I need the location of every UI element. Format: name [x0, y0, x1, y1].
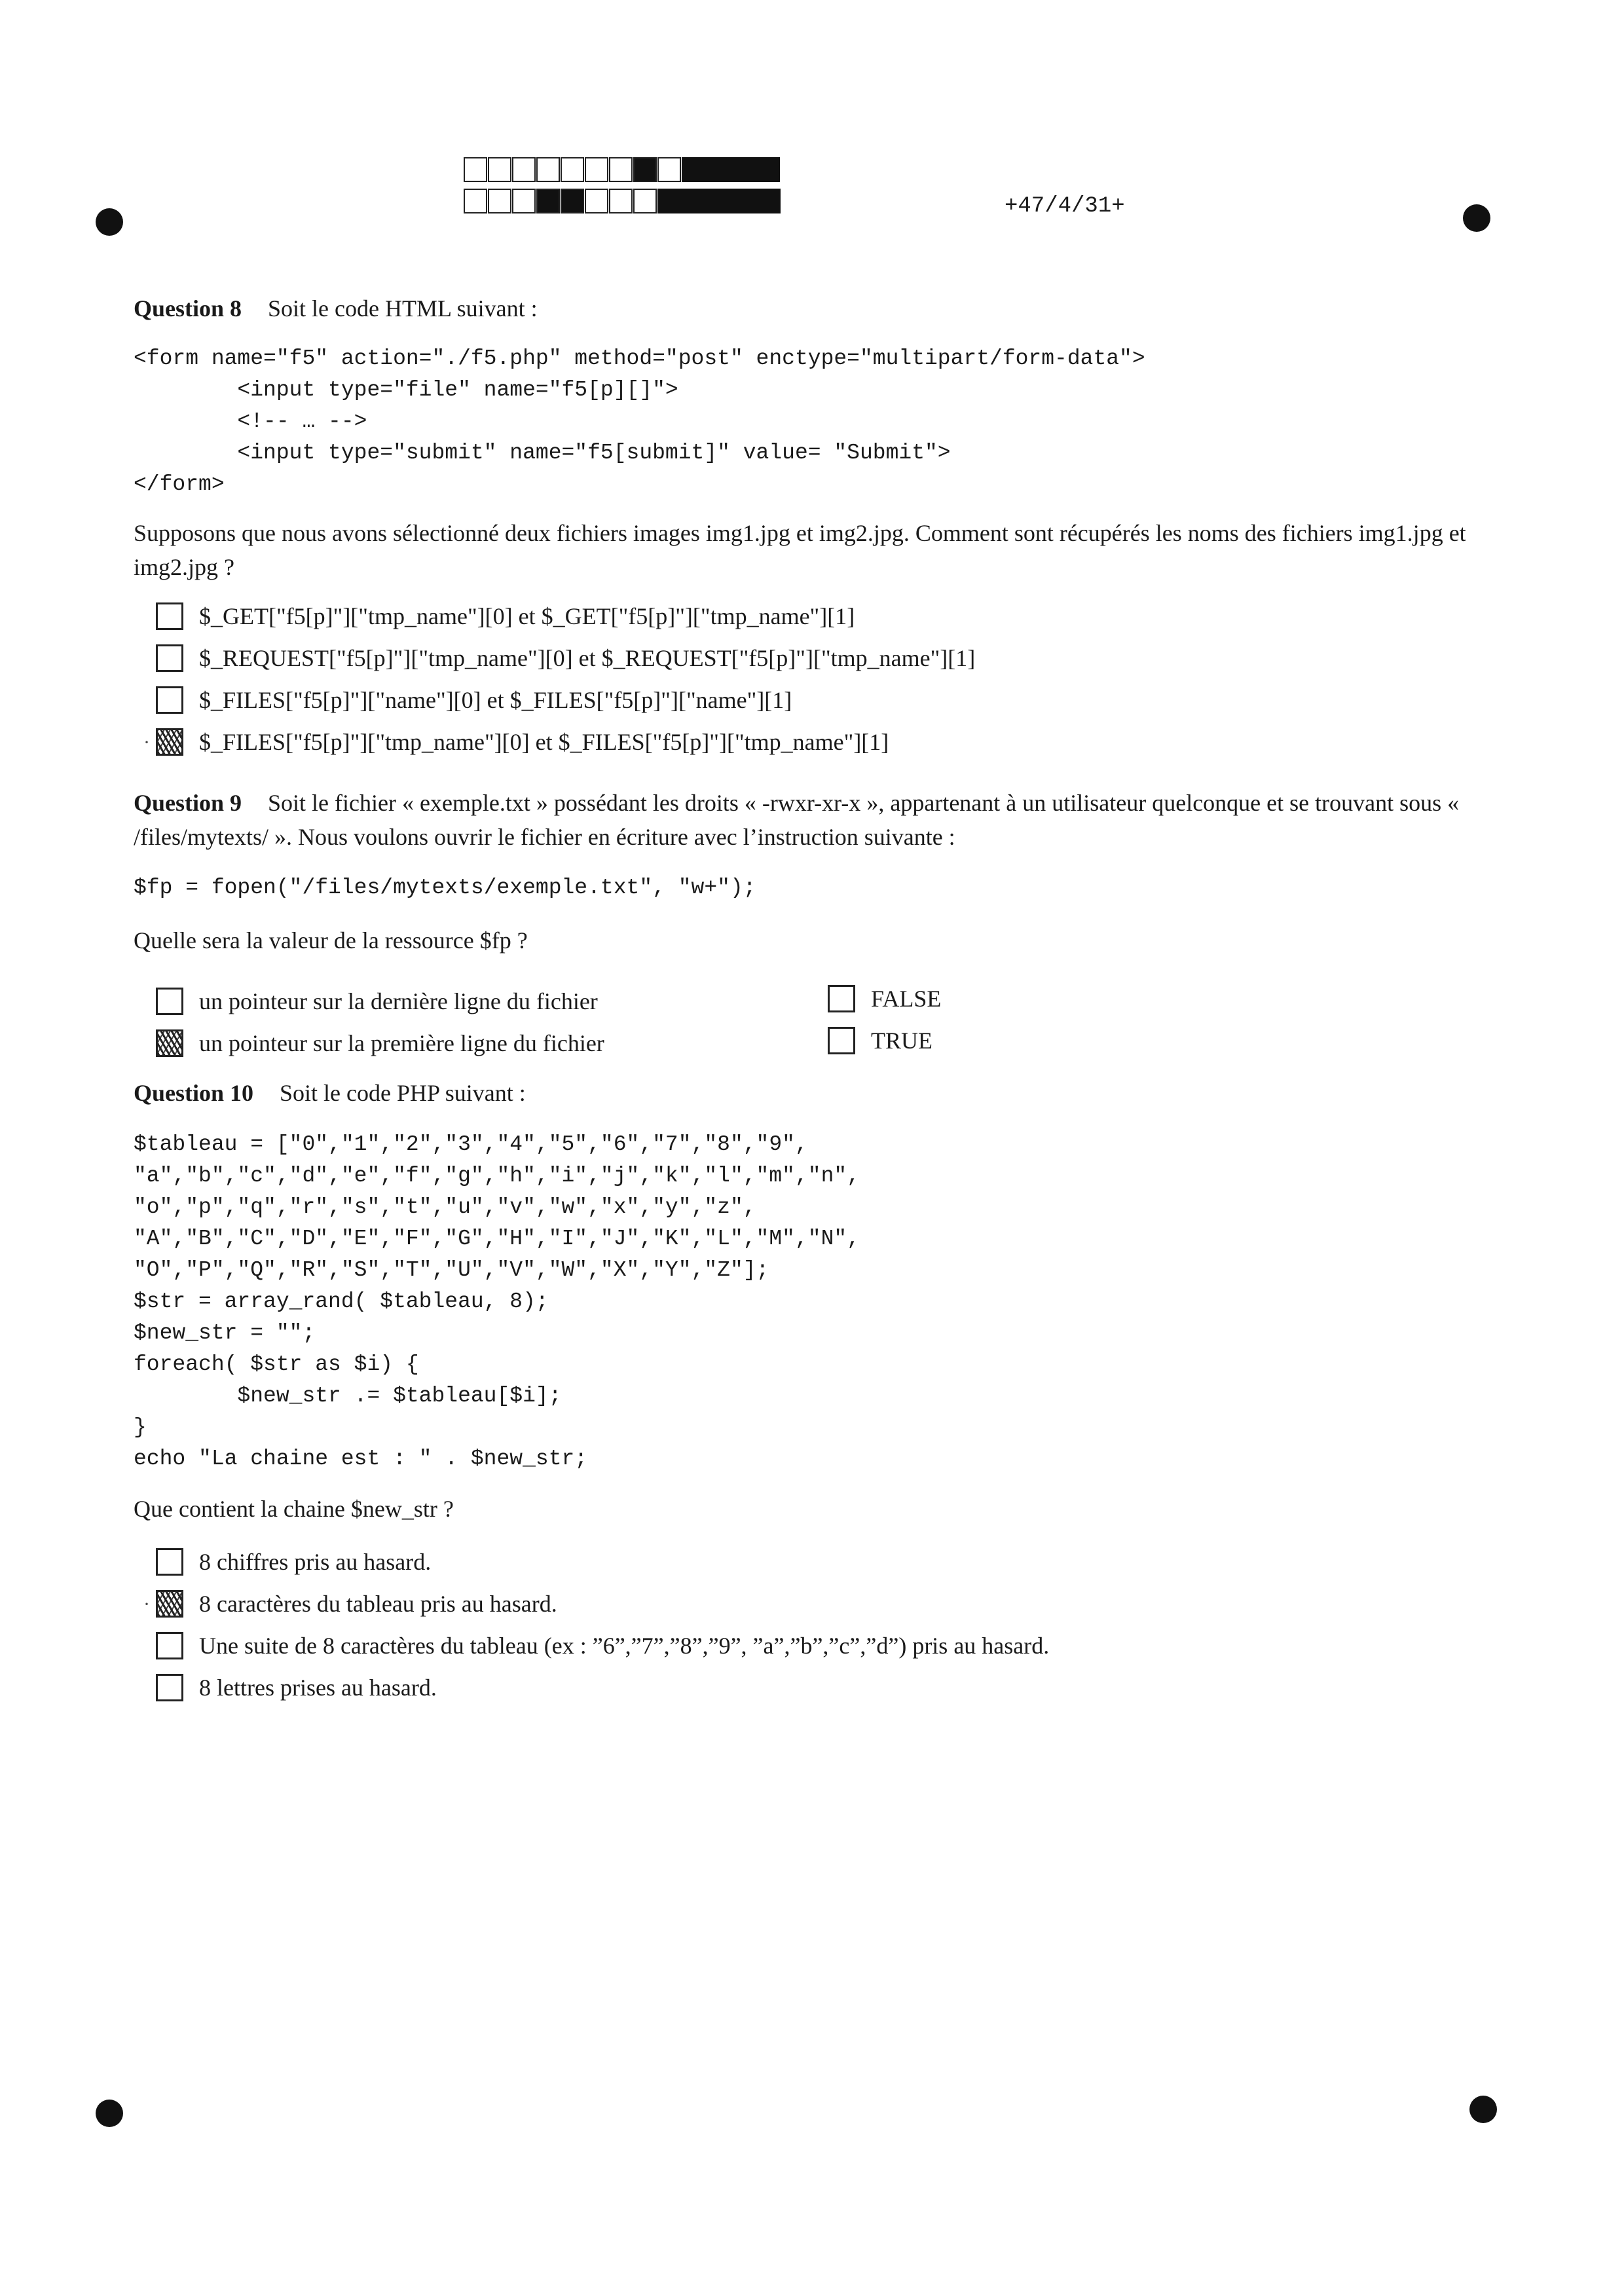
checkbox-checked[interactable] [143, 728, 183, 756]
pen-mark-icon: · [143, 1593, 150, 1615]
option-label: Une suite de 8 caractères du tableau (ex : ”6”,”7”,”8”,”9”, ”a”,”b”,”c”,”d”) pris au hasard. [199, 1633, 1050, 1659]
checkbox[interactable] [156, 1632, 183, 1659]
option-label: $_FILES["f5[p]"]["tmp_name"][0] et $_FILES["f5[p]"]["tmp_name"][1] [199, 729, 889, 755]
checkbox[interactable] [828, 985, 855, 1012]
option-label: un pointeur sur la première ligne du fichier [199, 1030, 604, 1056]
question-9-option-4[interactable] [828, 1024, 932, 1057]
question-8-option-2[interactable] [156, 642, 975, 675]
question-10-option-4[interactable] [156, 1671, 437, 1704]
option-label: 8 chiffres pris au hasard. [199, 1549, 432, 1575]
question-10-text: Que contient la chaine $new_str ? [134, 1496, 454, 1522]
pen-mark-icon: · [143, 731, 150, 753]
registration-mark-bottom-left [96, 2100, 123, 2127]
question-10-label: Question 10 [134, 1080, 254, 1106]
question-9-option-1[interactable] [156, 985, 598, 1018]
checkbox[interactable] [156, 988, 183, 1015]
checkbox-checked[interactable] [143, 1590, 183, 1618]
question-8-intro: Soit le code HTML suivant : [268, 295, 538, 322]
page-identifier: +47/4/31+ [1005, 194, 1125, 219]
registration-mark-top-left [96, 208, 123, 236]
question-9-option-3[interactable] [828, 982, 941, 1015]
checkbox[interactable] [156, 1548, 183, 1576]
checkbox[interactable] [156, 644, 183, 672]
registration-mark-top-right [1463, 204, 1490, 232]
page-barcode [464, 157, 781, 220]
question-9-intro: Soit le fichier « exemple.txt » possédant les droits « -rwxr-xr-x », appartenant à un utilisateur quelconque et se trouvant sous « /files/mytexts/ ». Nous voulons ouvrir le fichier en écriture avec l’instruction suivante : [134, 790, 1460, 850]
checkbox[interactable] [156, 1674, 183, 1701]
question-10-heading [134, 1079, 526, 1107]
checkbox[interactable] [156, 602, 183, 630]
question-8-text: Supposons que nous avons sélectionné deux fichiers images img1.jpg et img2.jpg. Comment sont récupérés les noms des fichiers img1.jpg et img2.jpg ? [134, 520, 1466, 580]
question-9-option-2[interactable] [156, 1027, 604, 1060]
question-9-code: $fp = fopen("/files/mytexts/exemple.txt", "w+"); [134, 876, 756, 900]
question-8-option-4[interactable] [143, 726, 889, 758]
question-8-option-3[interactable] [156, 684, 792, 716]
question-9-heading [134, 786, 1502, 854]
question-10-option-3[interactable] [156, 1629, 1049, 1662]
question-8-label: Question 8 [134, 295, 242, 322]
question-8-code: <form name="f5" action="./f5.php" method="post" enctype="multipart/form-data"> <input type="file" name="f5[p][]"> <!-- … --> <input type="submit" name="f5[submit]" value= "Submit"> </form> [134, 346, 1145, 496]
question-9-text: Quelle sera la valeur de la ressource $fp ? [134, 927, 528, 954]
question-10-intro: Soit le code PHP suivant : [280, 1080, 526, 1106]
option-label: 8 lettres prises au hasard. [199, 1675, 437, 1701]
question-10-code: $tableau = ["0","1","2","3","4","5","6","7","8","9", "a","b","c","d","e","f","g","h","i","j","k","l","m","n", "o","p","q","r","s","t","u","v","w","x","y","z", "A","B","C","D","E","F","G","H","I","J","K","L","M","N", "O","P","Q","R","S","T","U","V","W","X","Y","Z"]; $str = array_rand( $tableau, 8); $new_str = ""; foreach( $str as $i) { $new_str .= $tableau[$i]; } echo "La chaine est : " . $new_str; [134, 1132, 860, 1471]
option-label: $_FILES["f5[p]"]["name"][0] et $_FILES["f5[p]"]["name"][1] [199, 687, 792, 713]
option-label: un pointeur sur la dernière ligne du fichier [199, 988, 598, 1014]
checkbox-checked[interactable] [156, 1029, 183, 1057]
question-8-option-1[interactable] [156, 600, 855, 633]
option-label: $_REQUEST["f5[p]"]["tmp_name"][0] et $_REQUEST["f5[p]"]["tmp_name"][1] [199, 645, 976, 671]
question-9-label: Question 9 [134, 790, 242, 816]
checkbox[interactable] [156, 686, 183, 714]
question-10-option-1[interactable] [156, 1546, 431, 1578]
option-label: FALSE [871, 986, 942, 1012]
checkbox[interactable] [828, 1027, 855, 1054]
registration-mark-bottom-right [1469, 2096, 1497, 2123]
question-10-option-2[interactable] [143, 1587, 557, 1620]
option-label: TRUE [871, 1028, 932, 1054]
option-label: $_GET["f5[p]"]["tmp_name"][0] et $_GET["f5[p]"]["tmp_name"][1] [199, 603, 855, 629]
question-8-heading [134, 295, 538, 322]
option-label: 8 caractères du tableau pris au hasard. [199, 1591, 557, 1617]
